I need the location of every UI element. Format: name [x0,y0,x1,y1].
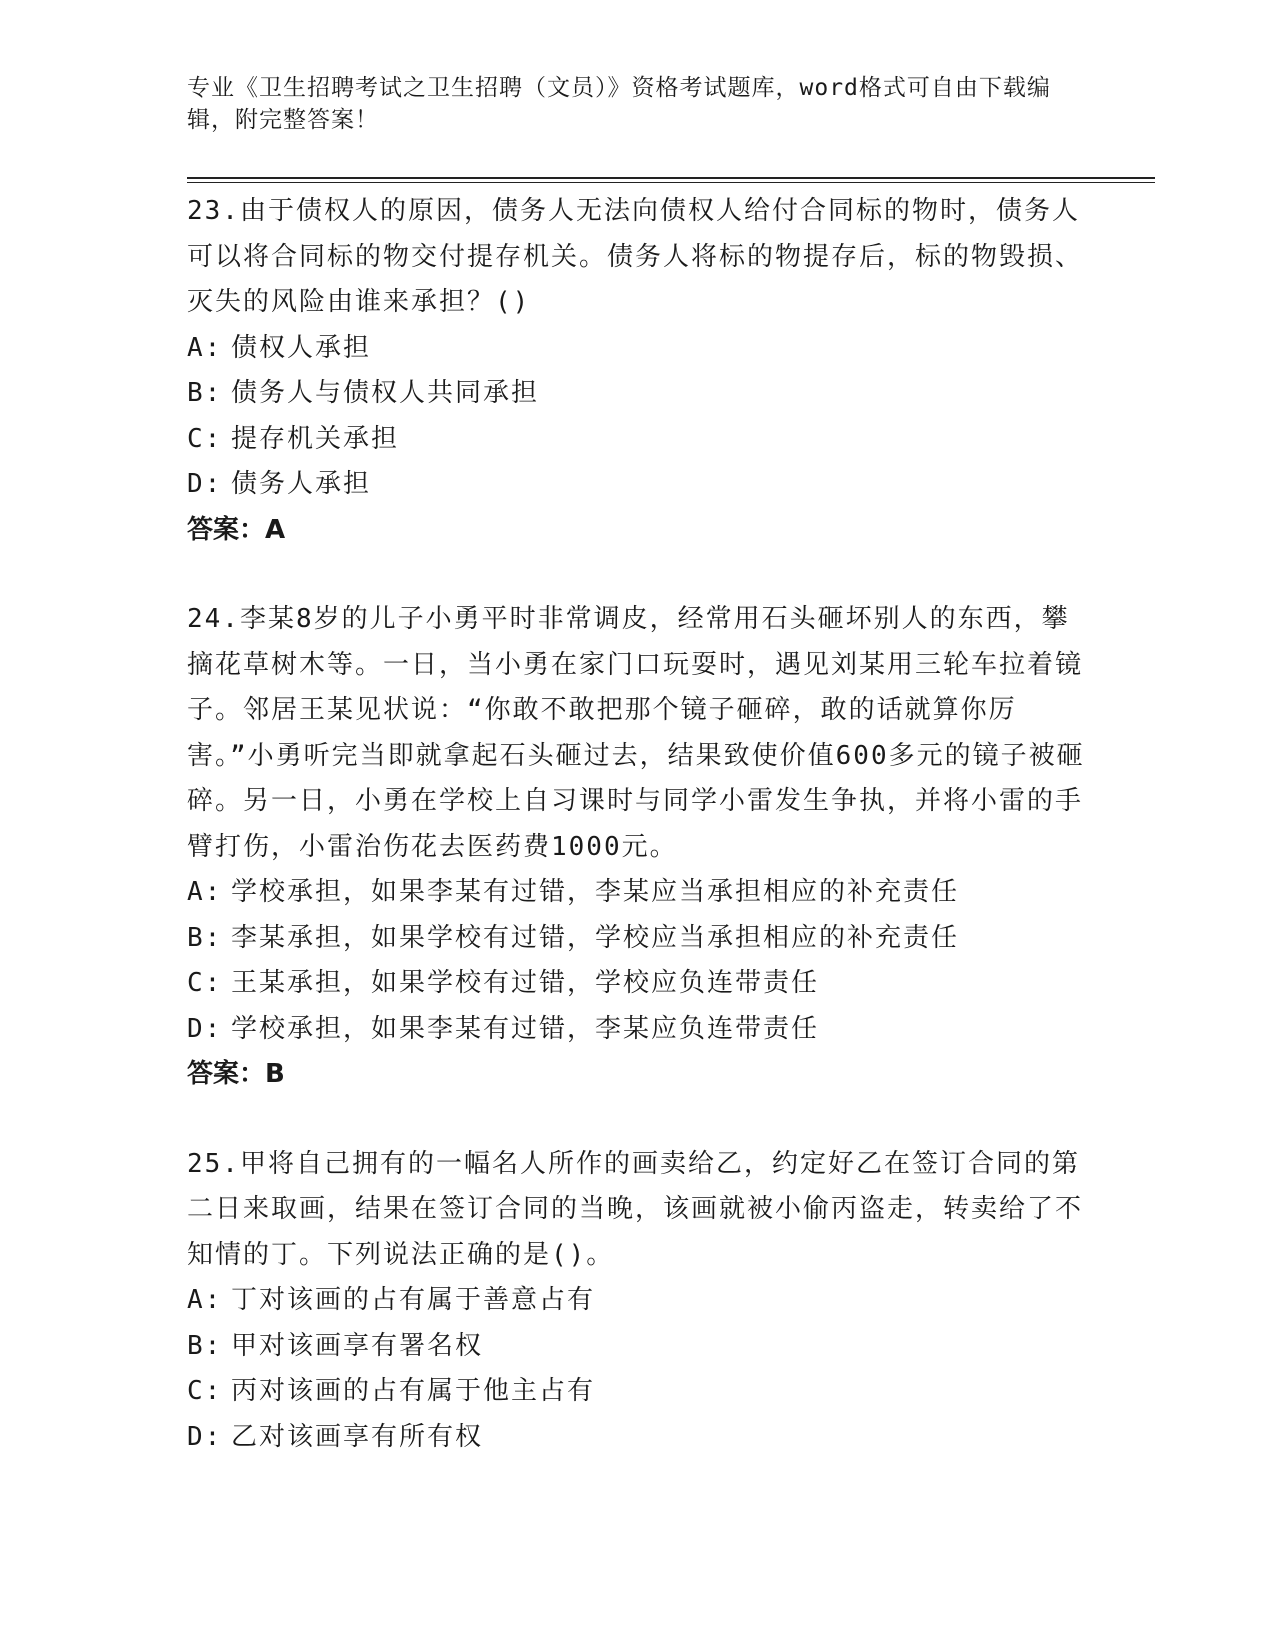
question-24 [187,597,1087,1098]
question-25 [187,1142,1087,1461]
option-text: 债务人承担 [231,469,372,499]
option-d [187,1415,1087,1461]
option-key: A: [187,1285,223,1315]
option-b [187,371,1087,417]
option-text: 学校承担，如果李某有过错，李某应当承担相应的补充责任 [231,877,960,907]
option-text: 甲对该画享有署名权 [231,1330,484,1361]
option-b [187,1324,1087,1370]
document-header: 专业《卫生招聘考试之卫生招聘（文员）》资格考试题库，word格式可自由下载编辑，附完整答案！ [187,75,1051,133]
option-c [187,417,1087,463]
question-stem: 23.由于债权人的原因，债务人无法向债权人给付合同标的物时，债务人可以将合同标的物交付提存机关。债务人将标的物提存后，标的物毁损、灭失的风险由谁来承担？() [187,196,1084,317]
option-d [187,462,1087,508]
option-text: 提存机关承担 [231,423,400,454]
option-key: C: [187,423,223,454]
option-key: C: [187,1376,223,1406]
option-key: D: [187,1421,223,1452]
header-divider-thin [187,182,1155,183]
option-key: D: [187,1013,223,1044]
option-text: 学校承担，如果李某有过错，李某应负连带责任 [231,1013,820,1044]
option-text: 丙对该画的占有属于他主占有 [231,1376,596,1406]
option-text: 债务人与债权人共同承担 [231,378,540,408]
question-list [187,189,1087,1504]
answer-label: 答案：A [187,514,286,545]
question-stem: 25.甲将自己拥有的一幅名人所作的画卖给乙，约定好乙在签订合同的第二日来取画，结果在签订合同的当晚，该画就被小偷丙盗走，转卖给了不知情的丁。下列说法正确的是()。 [187,1148,1084,1270]
option-d [187,1007,1087,1053]
option-a [187,326,1087,372]
question-23 [187,189,1087,553]
option-text: 李某承担，如果学校有过错，学校应当承担相应的补充责任 [231,922,960,953]
option-b [187,916,1087,962]
option-text: 乙对该画享有所有权 [231,1421,484,1452]
option-key: A: [187,877,223,907]
question-stem: 24.李某8岁的儿子小勇平时非常调皮，经常用石头砸坏别人的东西，攀摘花草树木等。一日，当小勇在家门口玩耍时，遇见刘某用三轮车拉着镜子。邻居王某见状说：“你敢不敢把那个镜子砸碎，敢的话就算你厉害。”小勇听完当即就拿起石头砸过去，结果致使价值600多元的镜子被砸碎。另一日，小勇在学校上自习课时与同学小雷发生争执，并将小雷的手臂打伤，小雷治伤花去医药费1000元。 [187,604,1085,862]
option-text: 丁对该画的占有属于善意占有 [231,1285,596,1315]
option-a [187,1278,1087,1324]
option-c [187,1369,1087,1415]
option-key: B: [187,1330,223,1361]
option-text: 王某承担，如果学校有过错，学校应负连带责任 [231,968,820,998]
option-key: A: [187,332,223,363]
option-key: D: [187,469,223,499]
option-c [187,961,1087,1007]
option-key: B: [187,922,223,953]
option-key: C: [187,968,223,998]
header-divider-thick [187,177,1155,179]
option-a [187,870,1087,916]
option-text: 债权人承担 [231,332,372,363]
option-key: B: [187,378,223,408]
answer-label: 答案：B [187,1059,285,1089]
